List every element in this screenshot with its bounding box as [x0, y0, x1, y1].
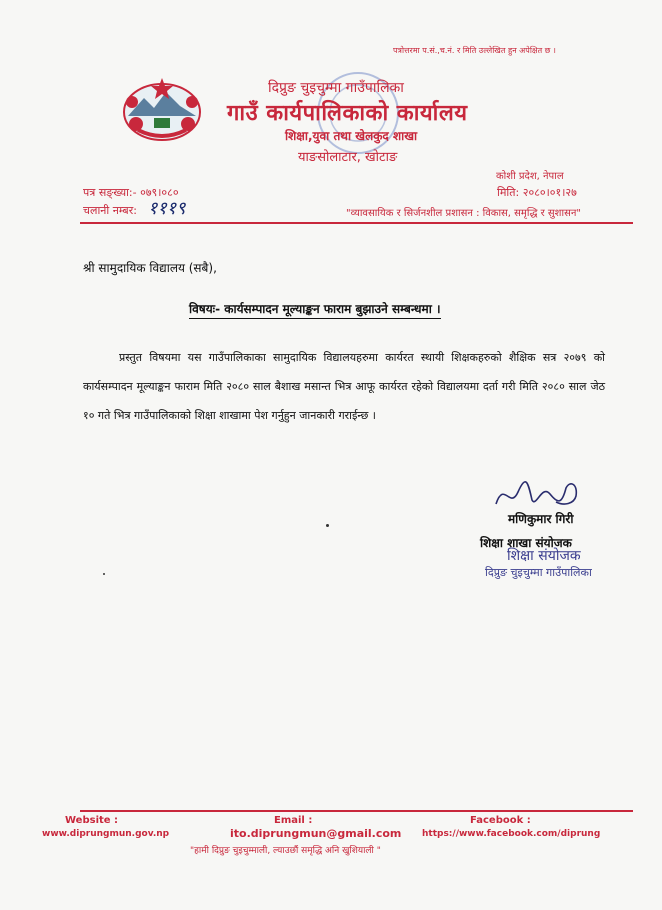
website-link[interactable]: www.diprungmun.gov.np [42, 829, 170, 839]
footer-motto: "हामी दिप्रुङ चुइचुम्माली, ल्याउछौं समृद्धि अनि खुशियाली " [190, 846, 381, 856]
header-divider [80, 222, 633, 224]
office-name: गाउँ कार्यपालिकाको कार्यालय [227, 101, 468, 126]
signatory-name: मणिकुमार गिरी [508, 512, 574, 526]
letter-date: मिति: २०८०।०१।२७ [497, 186, 577, 199]
signature-stamp-title: शिक्षा संयोजक [507, 548, 581, 564]
footer-divider [80, 810, 633, 812]
nepal-emblem-icon [118, 72, 206, 144]
signature-stamp-office: दिप्रुङ चुइचुम्मा गाउँपालिका [485, 566, 592, 579]
dispatch-number: १११९ [148, 198, 186, 219]
scan-speck [103, 573, 105, 575]
email-link[interactable]: ito.diprungmun@gmail.com [230, 827, 402, 840]
reply-note: पत्रोत्तरमा प.सं.,च.नं. र मिति उल्लेखित हुन अपेक्षित छ । [393, 46, 556, 55]
office-address: याङसोलाटार, खोटाङ [298, 150, 398, 165]
website-label: Website : [65, 815, 119, 826]
dispatch-number-label: चलानी नम्बर: [83, 204, 137, 217]
province: कोशी प्रदेश, नेपाल [496, 171, 564, 182]
scan-speck [326, 524, 329, 527]
signature-icon [492, 474, 584, 514]
recipient: श्री सामुदायिक विद्यालय (सबै), [83, 261, 217, 275]
facebook-label: Facebook : [470, 815, 531, 826]
section-name: शिक्षा,युवा तथा खेलकुद शाखा [285, 129, 418, 143]
subject-line: विषयः- कार्यसम्पादन मूल्याङ्कन फाराम बुझाउने सम्बन्धमा । [189, 300, 441, 319]
header-motto: "व्यावसायिक र सिर्जनशील प्रशासन : विकास, समृद्धि र सुशासन" [346, 208, 581, 219]
municipality-name: दिप्रुङ चुइचुम्मा गाउँपालिका [268, 80, 404, 96]
signatory-title: शिक्षा शाखा संयोजक [480, 536, 572, 550]
email-label: Email : [274, 815, 313, 826]
reference-number: पत्र सङ्ख्या:- ०७९।०८० [83, 186, 179, 199]
facebook-link[interactable]: https://www.facebook.com/diprung [422, 829, 601, 839]
letter-body: प्रस्तुत विषयमा यस गाउँपालिकाका सामुदायिक विद्यालयहरुमा कार्यरत स्थायी शिक्षकहरुको शैक्षिक सत्र २०७९ को कार्यसम्पादन मूल्याङ्कन फाराम मिति २०८० साल बैशाख मसान्त भित्र आफू कार्यरत रहेको विद्यालयमा दर्ता गरी मिति २०८० साल जेठ १० गते भित्र गाउँपालिकाको शिक्षा शाखामा पेश गर्नुहुन जानकारी गराईन्छ । [83, 351, 605, 422]
